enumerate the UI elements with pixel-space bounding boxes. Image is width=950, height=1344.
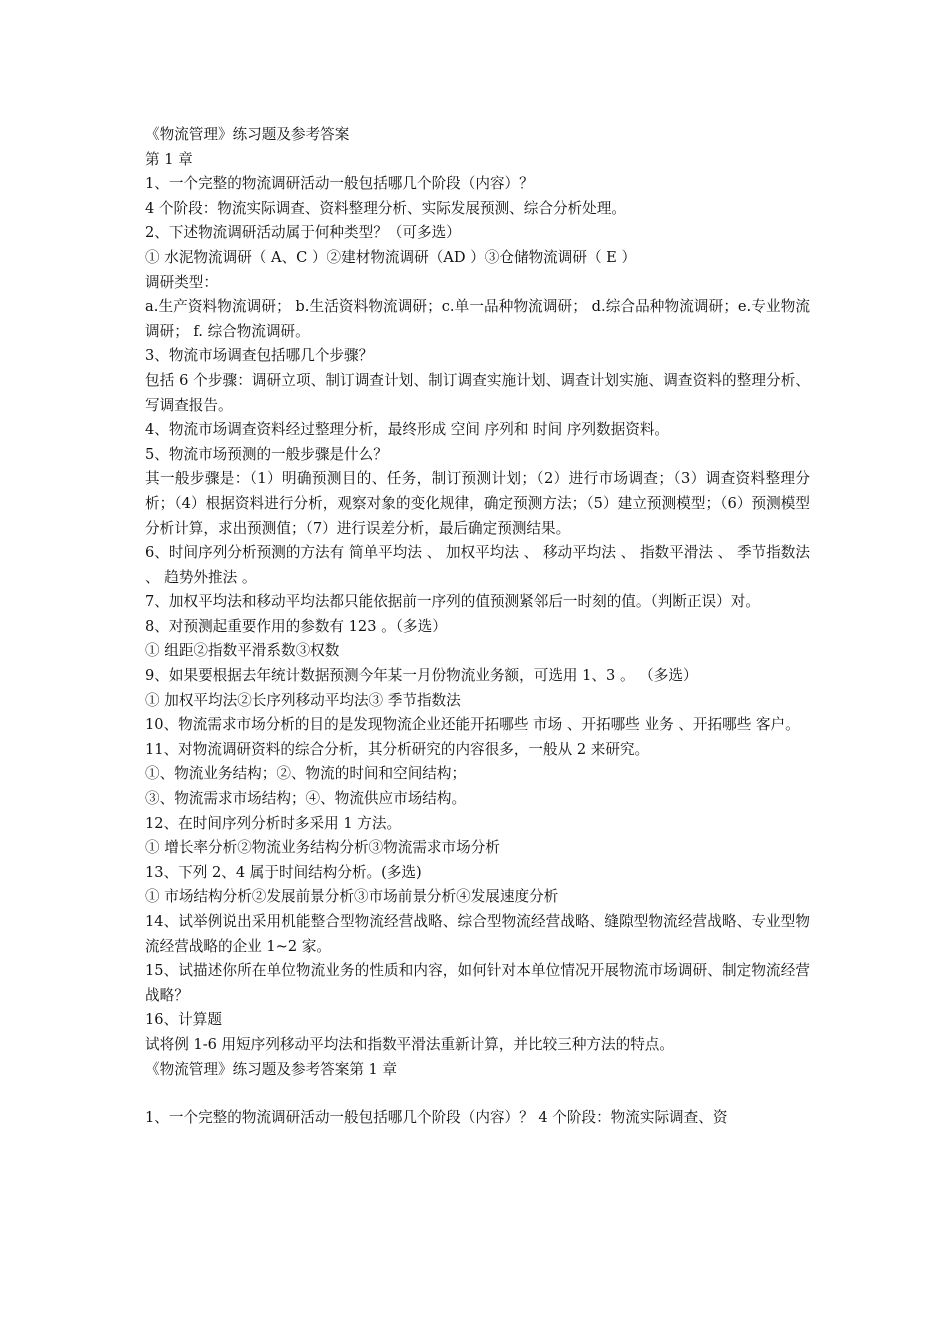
question-16-detail: 试将例 1-6 用短序列移动平均法和指数平滑法重新计算，并比较三种方法的特点。	[145, 1035, 674, 1053]
question-2: 2、下述物流调研活动属于何种类型？（可多选）	[145, 224, 461, 242]
answer-11-options-b: ③、物流需求市场结构；④、物流供应市场结构。	[145, 790, 467, 808]
paragraph-gap	[145, 1082, 810, 1106]
question-9: 9、如果要根据去年统计数据预测今年某一月份物流业务额，可选用 1、3 。 （多选）	[145, 667, 698, 685]
repeated-title: 《物流管理》练习题及参考答案第 1 章	[145, 1060, 398, 1078]
answer-12-options: ① 增长率分析②物流业务结构分析③物流需求市场分析	[145, 839, 500, 857]
answer-9-options: ① 加权平均法②长序列移动平均法③ 季节指数法	[145, 691, 461, 709]
question-13: 13、下列 2、4 属于时间结构分析。(多选)	[145, 863, 422, 881]
answer-2-options: ① 水泥物流调研（ A、C ）②建材物流调研（AD ）③仓储物流调研（ E ）	[145, 248, 637, 266]
question-10: 10、物流需求市场分析的目的是发现物流企业还能开拓哪些 市场 、开拓哪些 业务 、开拓哪些 客户。	[145, 716, 800, 734]
chapter-heading: 第 1 章	[145, 150, 193, 168]
question-12: 12、在时间序列分析时多采用 1 方法。	[145, 814, 402, 832]
question-4: 4、物流市场调查资料经过整理分析，最终形成 空间 序列和 时间 序列数据资料。	[145, 421, 670, 439]
answer-8-options: ① 组距②指数平滑系数③权数	[145, 642, 340, 660]
question-11: 11、对物流调研资料的综合分析，其分析研究的内容很多，一般从 2 来研究。	[145, 740, 650, 758]
answer-3: 包括 6 个步骤：调研立项、制订调查计划、制订调查实施计划、调查计划实施、调查资料的整理分析、写调查报告。	[145, 371, 810, 414]
question-14: 14、试举例说出采用机能整合型物流经营战略、综合型物流经营战略、缝隙型物流经营战略、专业型物流经营战略的企业 1~2 家。	[145, 913, 810, 955]
repeated-question-1: 1、一个完整的物流调研活动一般包括哪几个阶段（内容）？ 4 个阶段：物流实际调查、资	[145, 1109, 728, 1127]
answer-13-options: ① 市场结构分析②发展前景分析③市场前景分析④发展速度分析	[145, 888, 559, 906]
question-16: 16、计算题	[145, 1011, 222, 1029]
question-8: 8、对预测起重要作用的参数有 123 。（多选）	[145, 617, 447, 635]
answer-5: 其一般步骤是：（1）明确预测目的、任务，制订预测计划；（2）进行市场调查；（3）调查资料整理分析；（4）根据资料进行分析，观察对象的变化规律，确定预测方法；（5）建立预测模型；（6）预测模型分析计算，求出预测值；（7）进行误差分析，最后确定预测结果。	[145, 470, 810, 537]
document-body	[145, 123, 810, 1131]
question-5: 5、物流市场预测的一般步骤是什么？	[145, 445, 388, 463]
question-7: 7、加权平均法和移动平均法都只能依据前一序列的值预测紧邻后一时刻的值。（判断正误）对。	[145, 593, 760, 611]
question-6: 6、时间序列分析预测的方法有 简单平均法 、 加权平均法 、 移动平均法 、 指数平滑法 、 季节指数法 、 趋势外推法 。	[145, 544, 810, 586]
answer-2-types: a.生产资料物流调研； b.生活资料物流调研；c.单一品种物流调研； d.综合品种物流调研；e.专业物流调研； f. 综合物流调研。	[145, 298, 810, 340]
answer-1: 4 个阶段：物流实际调查、资料整理分析、实际发展预测、综合分析处理。	[145, 199, 626, 217]
document-title: 《物流管理》练习题及参考答案	[145, 126, 350, 143]
question-3: 3、物流市场调查包括哪几个步骤？	[145, 347, 374, 365]
question-15: 15、试描述你所在单位物流业务的性质和内容，如何针对本单位情况开展物流市场调研、制定物流经营战略？	[145, 962, 810, 1004]
question-1: 1、一个完整的物流调研活动一般包括哪几个阶段（内容）？	[145, 175, 534, 193]
answer-2-types-label: 调研类型：	[145, 273, 218, 291]
answer-11-options-a: ①、物流业务结构；②、物流的时间和空间结构；	[145, 765, 467, 783]
